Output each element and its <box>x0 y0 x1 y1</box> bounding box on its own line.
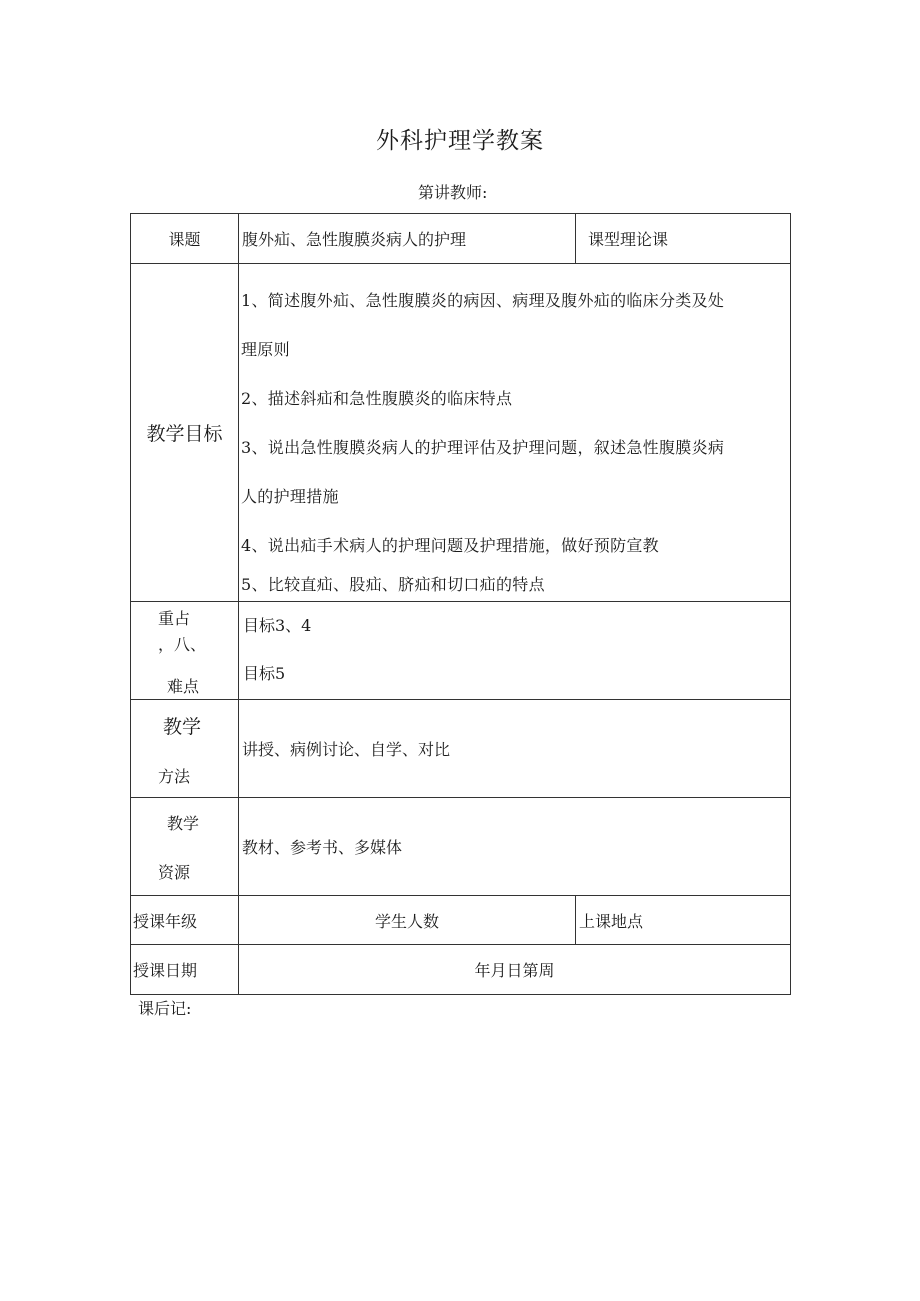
method-label <box>131 700 239 798</box>
objective-line: 4、说出疝手术病人的护理问题及护理措施，做好预防宣教 <box>241 536 659 555</box>
row-method <box>131 700 791 798</box>
row-topic <box>131 214 791 264</box>
topic-value: 腹外疝、急性腹膜炎病人的护理 <box>239 214 576 264</box>
date-value: 年月日第周 <box>239 945 791 995</box>
key-label-3: 难点 <box>167 677 200 696</box>
method-value: 讲授、病例讨论、自学、对比 <box>239 700 791 798</box>
resources-label-1: 教学 <box>167 814 200 833</box>
after-class-notes-label: 课后记: <box>138 999 192 1018</box>
lesson-type: 课型理论课 <box>576 214 791 264</box>
objective-line: 理原则 <box>241 340 290 359</box>
row-key-points <box>131 602 791 700</box>
row-resources <box>131 798 791 896</box>
key-label-1: 重占 <box>158 609 191 628</box>
objective-line: 3、说出急性腹膜炎病人的护理评估及护理问题，叙述急性腹膜炎病 <box>241 438 725 457</box>
students-label: 学生人数 <box>239 896 576 945</box>
date-label: 授课日期 <box>131 945 239 995</box>
key-points-label <box>131 602 239 700</box>
row-grade <box>131 896 791 945</box>
resources-label <box>131 798 239 896</box>
grade-label: 授课年级 <box>131 896 239 945</box>
objectives-label: 教学目标 <box>131 264 239 602</box>
page-title: 外科护理学教案 <box>376 128 544 154</box>
objective-line: 5、比较直疝、股疝、脐疝和切口疝的特点 <box>241 575 545 594</box>
topic-label: 课题 <box>131 214 239 264</box>
row-objectives <box>131 264 791 602</box>
difficult-points-value: 目标5 <box>243 664 286 683</box>
resources-label-2: 资源 <box>158 863 191 882</box>
objective-line: 人的护理措施 <box>241 487 339 506</box>
objectives-cell <box>239 264 791 602</box>
method-label-1: 教学 <box>163 716 202 738</box>
key-points-value: 目标3、4 <box>243 616 312 635</box>
resources-value: 教材、参考书、多媒体 <box>239 798 791 896</box>
row-date <box>131 945 791 995</box>
lesson-plan-table <box>130 213 791 995</box>
method-label-2: 方法 <box>158 767 191 786</box>
key-points-cell <box>239 602 791 700</box>
location-label: 上课地点 <box>576 896 791 945</box>
objective-line: 2、描述斜疝和急性腹膜炎的临床特点 <box>241 389 513 408</box>
lecturer-label: 第讲教师: <box>418 183 488 202</box>
key-label-2: ，八、 <box>158 635 207 654</box>
objective-line: 1、简述腹外疝、急性腹膜炎的病因、病理及腹外疝的临床分类及处 <box>241 291 725 310</box>
